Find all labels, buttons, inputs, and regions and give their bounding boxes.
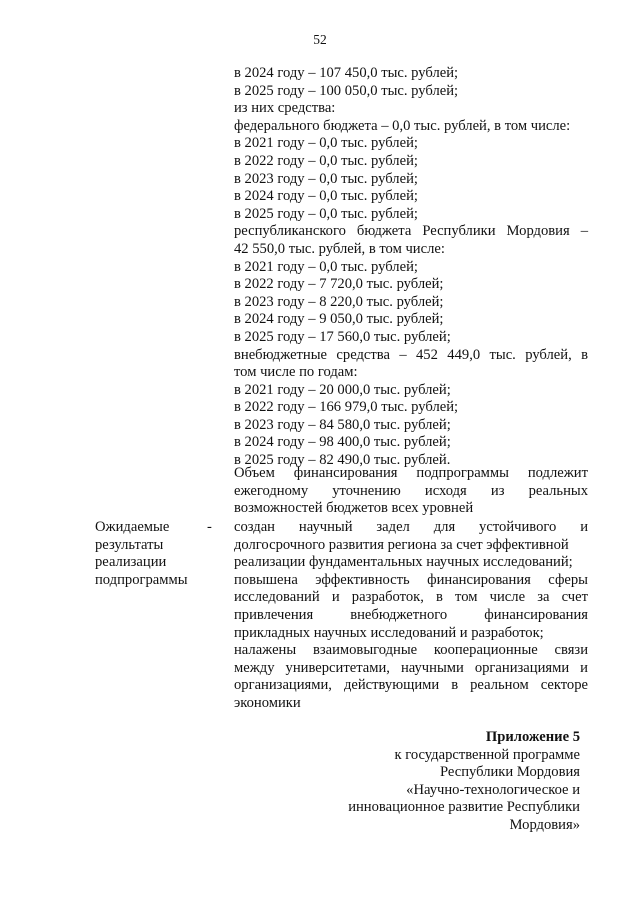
- funding-line: в 2024 году – 107 450,0 тыс. рублей;: [234, 65, 459, 81]
- results-line: налажены взаимовыгодные кооперационные связи: [234, 642, 588, 659]
- funding-note: [234, 465, 588, 518]
- results-line: исследований и разработок, в том числе за счет: [234, 589, 588, 606]
- results-line: создан научный задел для устойчивого и: [234, 519, 588, 535]
- appendix-line: Мордовия»: [509, 816, 580, 833]
- funding-line: в 2021 году – 20 000,0 тыс. рублей;: [234, 381, 451, 398]
- funding-line: в 2025 году – 17 560,0 тыс. рублей;: [234, 328, 451, 345]
- funding-line: в 2025 году – 82 490,0 тыс. рублей.: [234, 452, 451, 469]
- funding-block: [234, 65, 588, 470]
- appendix-line: к государственной программе: [394, 746, 580, 763]
- results-line: экономики: [234, 694, 301, 711]
- funding-line: в 2024 году – 9 050,0 тыс. рублей;: [234, 311, 444, 328]
- results-line: организациями, действующими в реальном секторе: [234, 677, 588, 694]
- appendix-title: Приложение 5: [485, 729, 580, 745]
- funding-line: в 2023 году – 8 220,0 тыс. рублей;: [234, 293, 444, 310]
- results-line: долгосрочного развития региона за счет эффективной: [234, 536, 569, 553]
- funding-line: 42 550,0 тыс. рублей, в том числе:: [234, 240, 445, 257]
- label-line: реализации: [95, 554, 167, 571]
- funding-line: в 2021 году – 0,0 тыс. рублей;: [234, 135, 418, 152]
- funding-line: в 2024 году – 0,0 тыс. рублей;: [234, 188, 418, 205]
- label-line: Ожидаемые: [95, 519, 170, 535]
- funding-line: в 2022 году – 166 979,0 тыс. рублей;: [234, 399, 459, 416]
- results-line: реализации фундаментальных научных исследований;: [234, 554, 573, 571]
- funding-line: в 2025 году – 0,0 тыс. рублей;: [234, 205, 418, 222]
- funding-note-line: ежегодному уточнению исходя из реальных: [234, 482, 588, 499]
- appendix-header: [260, 729, 580, 835]
- funding-line: федерального бюджета – 0,0 тыс. рублей, в том числе:: [234, 117, 571, 134]
- funding-line: в 2022 году – 7 720,0 тыс. рублей;: [234, 276, 444, 293]
- funding-line: из них средства:: [234, 100, 336, 117]
- funding-line: в 2025 году – 100 050,0 тыс. рублей;: [234, 82, 459, 99]
- results-line: между университетами, научными организациями и: [234, 659, 588, 676]
- funding-note-line: возможностей бюджетов всех уровней: [234, 500, 474, 517]
- expected-results-label: [95, 519, 205, 589]
- funding-line: республиканского бюджета Республики Мордовия –: [234, 223, 588, 240]
- page-number: 52: [313, 32, 327, 47]
- label-dash: -: [207, 519, 212, 535]
- funding-line: том числе по годам:: [234, 364, 358, 381]
- funding-line: в 2021 году – 0,0 тыс. рублей;: [234, 258, 418, 275]
- appendix-line: инновационное развитие Республики: [348, 799, 580, 816]
- appendix-line: «Научно-технологическое и: [406, 781, 580, 798]
- results-line: прикладных научных исследований и разработок;: [234, 624, 544, 641]
- appendix-line: Республики Мордовия: [439, 764, 580, 781]
- label-line: подпрограммы: [95, 571, 188, 588]
- funding-line: в 2024 году – 98 400,0 тыс. рублей;: [234, 434, 451, 451]
- label-line: результаты: [95, 536, 164, 553]
- results-line: привлечения внебюджетного финансирования: [234, 606, 588, 623]
- funding-line: в 2022 году – 0,0 тыс. рублей;: [234, 152, 418, 169]
- expected-results-text: [234, 519, 588, 713]
- funding-line: внебюджетные средства – 452 449,0 тыс. рублей, в: [234, 346, 588, 363]
- funding-line: в 2023 году – 0,0 тыс. рублей;: [234, 170, 418, 187]
- funding-note-line: Объем финансирования подпрограммы подлежит: [234, 465, 588, 481]
- funding-line: в 2023 году – 84 580,0 тыс. рублей;: [234, 416, 451, 433]
- results-line: повышена эффективность финансирования сферы: [234, 571, 588, 588]
